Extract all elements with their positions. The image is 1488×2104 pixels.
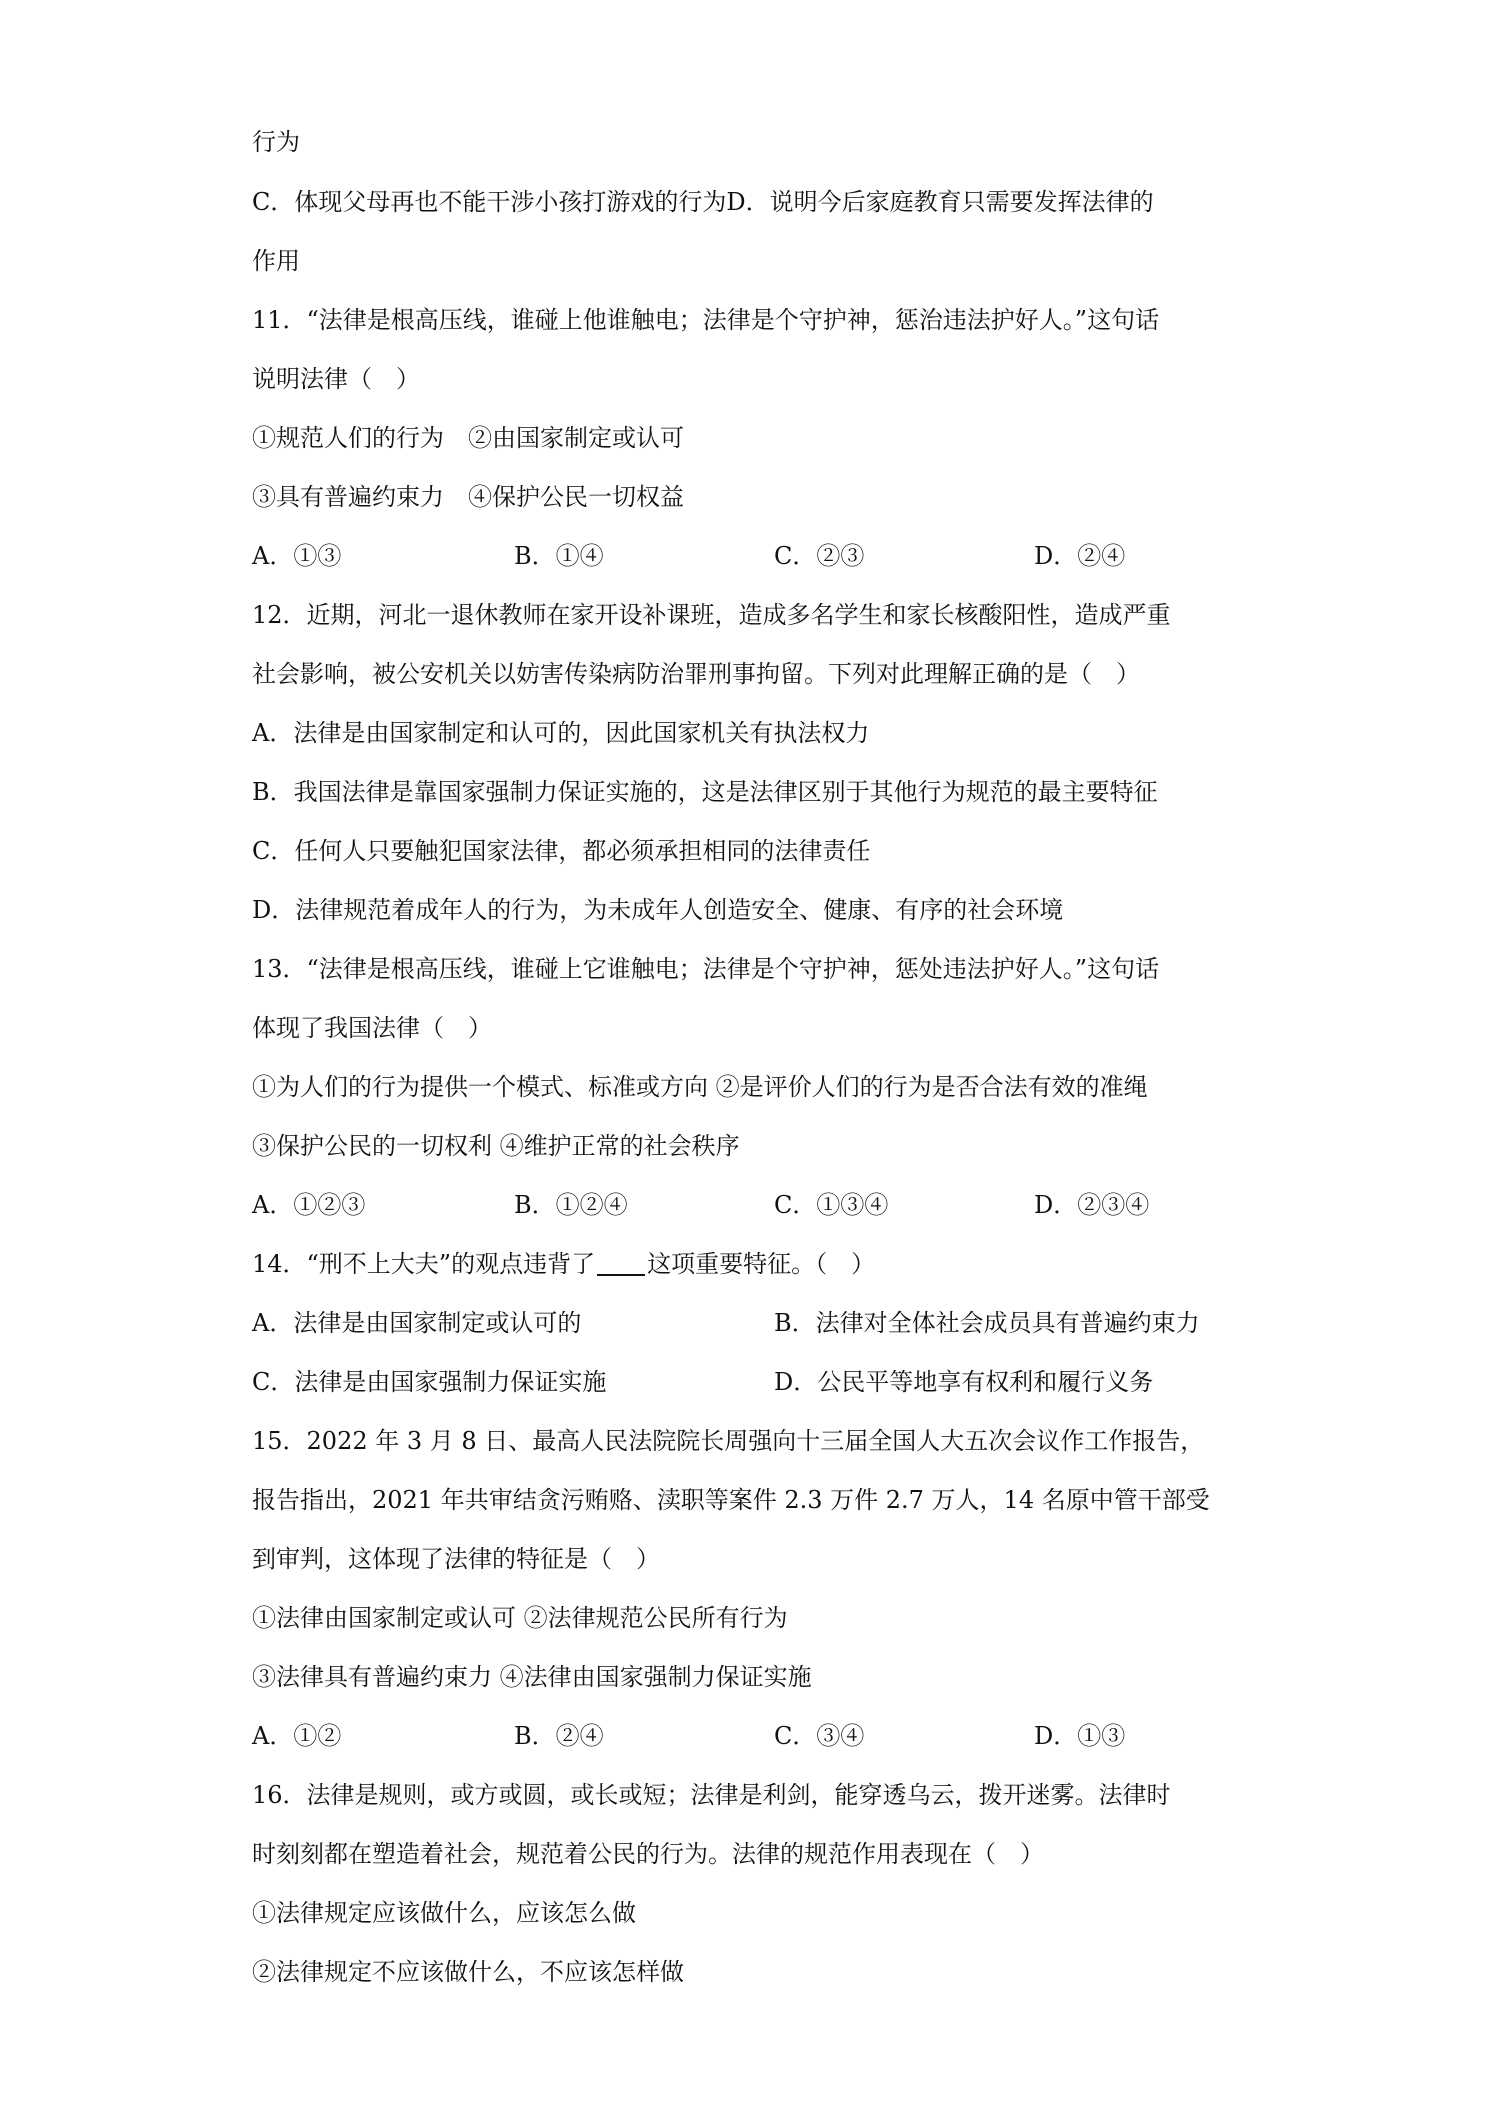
q12-stem-2: 社会影响，被公安机关以妨害传染病防治罪刑事拘留。下列对此理解正确的是（ ） <box>252 660 1140 688</box>
q12-stem-1: 12．近期，河北一退休教师在家开设补课班，造成多名学生和家长核酸阳性，造成严重 <box>252 601 1171 629</box>
q15-option-d: D．①③ <box>1034 1722 1126 1750</box>
q14-option-a: A．法律是由国家制定或认可的 <box>252 1309 582 1337</box>
q12-option-b: B．我国法律是靠国家强制力保证实施的，这是法律区别于其他行为规范的最主要特征 <box>252 778 1158 806</box>
q12-option-a: A．法律是由国家制定和认可的，因此国家机关有执法权力 <box>252 719 870 747</box>
q15-stem-2: 报告指出，2021 年共审结贪污贿赂、渎职等案件 2.3 万件 2.7 万人，14 名原中管干部受 <box>252 1486 1210 1514</box>
q15-stem-3: 到审判，这体现了法律的特征是（ ） <box>252 1545 660 1573</box>
q12-option-d: D．法律规范着成年人的行为，为未成年人创造安全、健康、有序的社会环境 <box>252 896 1064 924</box>
q11-option-d: D．②④ <box>1034 542 1126 570</box>
q16-items-2: ②法律规定不应该做什么，不应该怎样做 <box>252 1958 684 1986</box>
q11-stem-1: 11．“法律是根高压线，谁碰上他谁触电；法律是个守护神，惩治违法护好人。”这句话 <box>252 306 1160 334</box>
q11-items-2: ③具有普遍约束力 ④保护公民一切权益 <box>252 483 684 511</box>
q14-stem <box>252 1248 875 1280</box>
q14-option-c: C．法律是由国家强制力保证实施 <box>252 1368 607 1396</box>
q10-tail: 行为 <box>252 128 300 156</box>
q10-options-line: C．体现父母再也不能干涉小孩打游戏的行为D．说明今后家庭教育只需要发挥法律的 <box>252 188 1154 216</box>
q13-option-c: C．①③④ <box>774 1191 889 1219</box>
q11-option-c: C．②③ <box>774 542 865 570</box>
q16-items-1: ①法律规定应该做什么，应该怎么做 <box>252 1899 636 1927</box>
q15-stem-1: 15．2022 年 3 月 8 日、最高人民法院院长周强向十三届全国人大五次会议作工作报告， <box>252 1427 1205 1455</box>
q14-option-d: D．公民平等地享有权利和履行义务 <box>774 1368 1154 1396</box>
q14-option-b: B．法律对全体社会成员具有普遍约束力 <box>774 1309 1200 1337</box>
q13-items-2: ③保护公民的一切权利 ④维护正常的社会秩序 <box>252 1132 740 1160</box>
q16-stem-1: 16．法律是规则，或方或圆，或长或短；法律是利剑，能穿透乌云，拨开迷雾。法律时 <box>252 1781 1171 1809</box>
q14-stem-after: 这项重要特征。（ ） <box>647 1250 876 1278</box>
q11-option-b: B．①④ <box>514 542 604 570</box>
q15-items-2: ③法律具有普遍约束力 ④法律由国家强制力保证实施 <box>252 1663 812 1691</box>
q14-blank <box>597 1250 645 1276</box>
q15-items-1: ①法律由国家制定或认可 ②法律规范公民所有行为 <box>252 1604 788 1632</box>
q11-items-1: ①规范人们的行为 ②由国家制定或认可 <box>252 424 684 452</box>
q11-option-a: A．①③ <box>252 542 342 570</box>
q15-option-b: B．②④ <box>514 1722 604 1750</box>
q13-stem-2: 体现了我国法律（ ） <box>252 1014 492 1042</box>
q16-stem-2: 时刻刻都在塑造着社会，规范着公民的行为。法律的规范作用表现在（ ） <box>252 1840 1044 1868</box>
q14-stem-before: 14．“刑不上大夫”的观点违背了 <box>252 1250 596 1278</box>
q13-items-1: ①为人们的行为提供一个模式、标准或方向 ②是评价人们的行为是否合法有效的准绳 <box>252 1073 1148 1101</box>
q15-option-a: A．①② <box>252 1722 342 1750</box>
q15-option-c: C．③④ <box>774 1722 865 1750</box>
q13-stem-1: 13．“法律是根高压线，谁碰上它谁触电；法律是个守护神，惩处违法护好人。”这句话 <box>252 955 1160 983</box>
q13-option-d: D．②③④ <box>1034 1191 1150 1219</box>
q12-option-c: C．任何人只要触犯国家法律，都必须承担相同的法律责任 <box>252 837 871 865</box>
q10-options-tail: 作用 <box>252 247 300 275</box>
q13-option-b: B．①②④ <box>514 1191 628 1219</box>
q11-stem-2: 说明法律（ ） <box>252 365 420 393</box>
q13-option-a: A．①②③ <box>252 1191 366 1219</box>
